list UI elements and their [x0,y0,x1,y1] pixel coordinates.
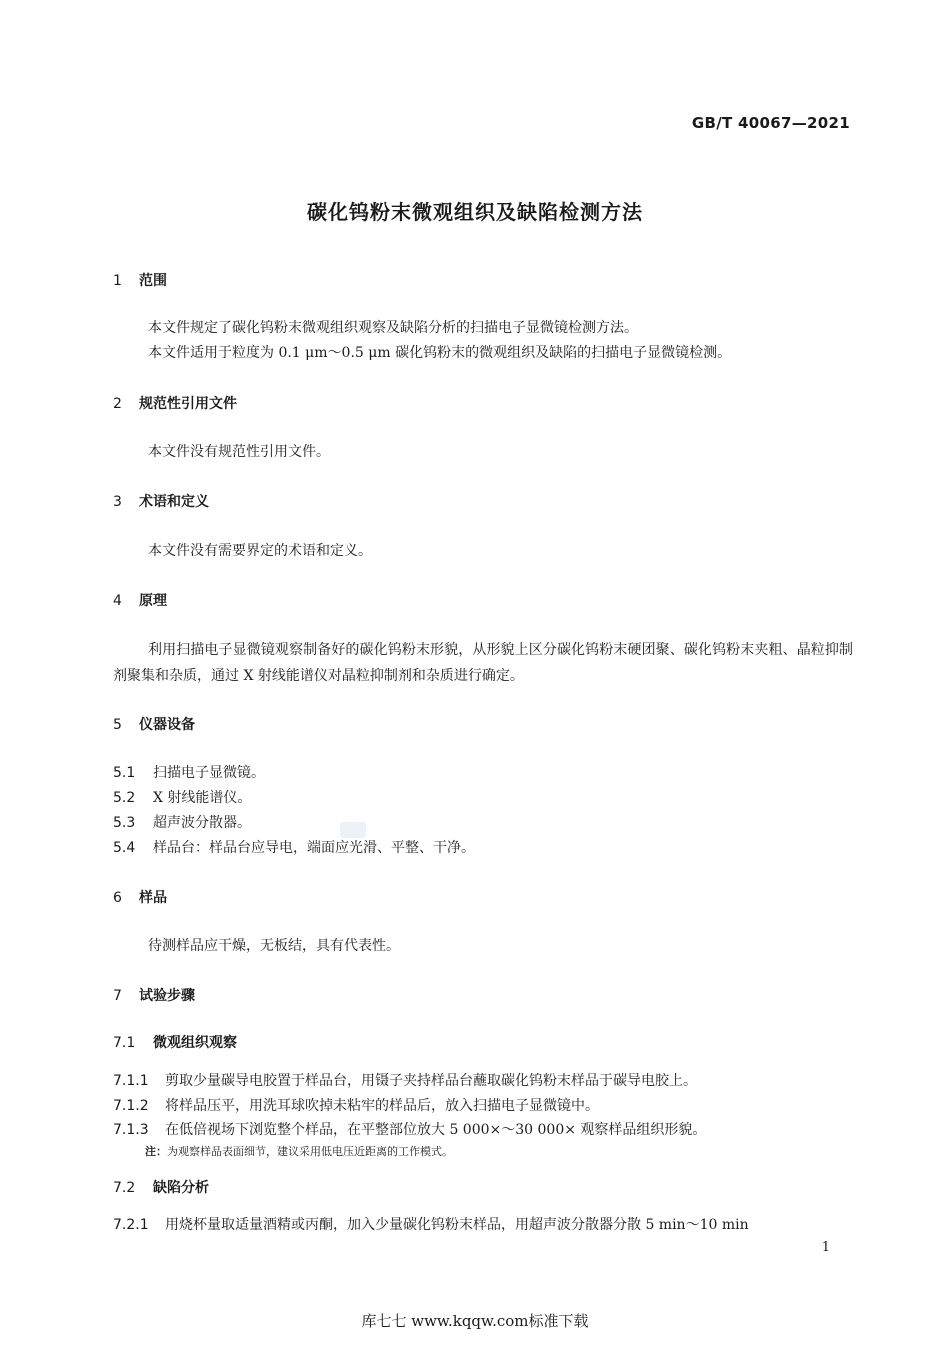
footer-link[interactable]: 库七七 www.kqqw.com标准下载 [361,1312,589,1330]
standard-number: GB/T 40067—2021 [691,114,850,132]
list-item: 5.4 样品台：样品台应导电，端面应光滑、平整、干净。 [113,840,475,856]
page-number: 1 [821,1240,830,1255]
list-item: 7.1.2 将样品压平，用洗耳球吹掉未粘牢的样品后，放入扫描电子显微镜中。 [113,1098,599,1114]
section-heading-3: 3 术语和定义 [113,494,209,510]
paragraph: 本文件规定了碳化钨粉末微观组织观察及缺陷分析的扫描电子显微镜检测方法。 [148,320,638,336]
list-item: 5.3 超声波分散器。 [113,815,251,831]
section-heading-2: 2 规范性引用文件 [113,396,237,412]
list-item: 7.1.3 在低倍视场下浏览整个样品，在平整部位放大 5 000×～30 000× 观察样品组织形貌。 [113,1122,707,1138]
section-heading-5: 5 仪器设备 [113,717,195,733]
list-item: 5.1 扫描电子显微镜。 [113,765,265,781]
section-heading-7: 7 试验步骤 [113,988,195,1004]
list-item: 7.2.1 用烧杯量取适量酒精或丙酮，加入少量碳化钨粉末样品，用超声波分散器分散 5 min～10 min [113,1217,749,1233]
subsection-heading-7-1: 7.1 微观组织观察 [113,1035,237,1051]
note-label: 注： [145,1145,167,1158]
section-heading-1: 1 范围 [113,273,167,289]
paragraph: 待测样品应干燥，无板结，具有代表性。 [148,938,400,954]
section-heading-4: 4 原理 [113,593,167,609]
section-heading-6: 6 样品 [113,890,167,906]
subsection-heading-7-2: 7.2 缺陷分析 [113,1180,209,1196]
paragraph: 本文件适用于粒度为 0.1 μm～0.5 μm 碳化钨粉末的微观组织及缺陷的扫描电子显微镜检测。 [148,345,732,361]
document-title: 碳化钨粉末微观组织及缺陷检测方法 [307,200,643,224]
list-item: 5.2 X 射线能谱仪。 [113,790,252,806]
watermark-logo [340,822,366,838]
list-item: 7.1.1 剪取少量碳导电胶置于样品台，用镊子夹持样品台蘸取碳化钨粉末样品于碳导电胶上。 [113,1073,697,1089]
note: 注：为观察样品表面细节，建议采用低电压近距离的工作模式。 [145,1145,453,1158]
paragraph: 本文件没有规范性引用文件。 [148,444,330,460]
paragraph: 本文件没有需要界定的术语和定义。 [148,543,372,559]
paragraph: 利用扫描电子显微镜观察制备好的碳化钨粉末形貌，从形貌上区分碳化钨粉末硬团聚、碳化钨粉末夹粗、晶粒抑制剂聚集和杂质，通过 X 射线能谱仪对晶粒抑制剂和杂质进行确定。 [113,642,853,684]
